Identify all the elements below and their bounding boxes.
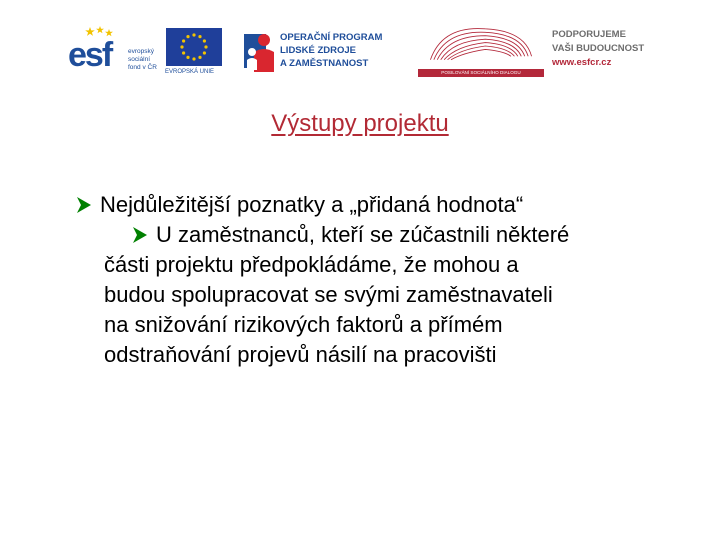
sub-bullet-text: části projektu předpokládáme, že mohou a bbox=[104, 252, 519, 277]
eu-caption: EVROPSKÁ UNIE bbox=[165, 69, 215, 75]
logo-band bbox=[0, 0, 720, 90]
sub-bullet-continuation bbox=[76, 280, 696, 310]
sub-bullet-continuation bbox=[76, 250, 696, 280]
support-line: PODPORUJEME bbox=[552, 29, 626, 40]
sub-bullet-continuation bbox=[76, 340, 696, 370]
esf-caption: evropský sociální fond v ČR bbox=[128, 48, 157, 71]
support-logo bbox=[552, 28, 712, 78]
sub-bullet-text: na snižování rizikových faktorů a přímém bbox=[104, 312, 503, 337]
dialog-caption: POSILOVÁNÍ SOCIÁLNÍHO DIALOGU bbox=[418, 69, 544, 77]
support-url: www.esfcr.cz bbox=[552, 57, 612, 68]
arrow-bullet-icon bbox=[76, 196, 92, 214]
esf-letters: esf bbox=[68, 36, 112, 74]
bullet-text: Nejdůležitější poznatky a „přidaná hodnota“ bbox=[100, 192, 524, 217]
op-logo bbox=[240, 28, 410, 78]
sub-bullet-text: odstraňování projevů násilí na pracovišti bbox=[104, 342, 497, 367]
eu-flag-icon bbox=[166, 28, 222, 66]
sub-bullet-text: budou spolupracovat se svými zaměstnavateli bbox=[104, 282, 553, 307]
sub-bullet-item bbox=[76, 220, 696, 250]
bullet-item bbox=[76, 190, 696, 220]
esf-logo bbox=[68, 28, 160, 78]
op-caption: OPERAČNÍ PROGRAM LIDSKÉ ZDROJE A ZAMĚSTNANOST bbox=[280, 32, 383, 69]
support-line: VAŠI BUDOUCNOST bbox=[552, 43, 645, 54]
dialog-arcs-icon bbox=[416, 22, 546, 70]
arrow-bullet-icon bbox=[132, 226, 148, 244]
sub-bullet-continuation bbox=[76, 310, 696, 340]
social-dialog-logo bbox=[416, 22, 546, 78]
slide-title: Výstupy projektu bbox=[271, 110, 449, 137]
sub-bullet-text: U zaměstnanců, kteří se zúčastnili některé bbox=[156, 222, 570, 247]
people-icon bbox=[240, 28, 278, 76]
eu-logo bbox=[166, 28, 222, 78]
slide-body bbox=[76, 190, 696, 370]
